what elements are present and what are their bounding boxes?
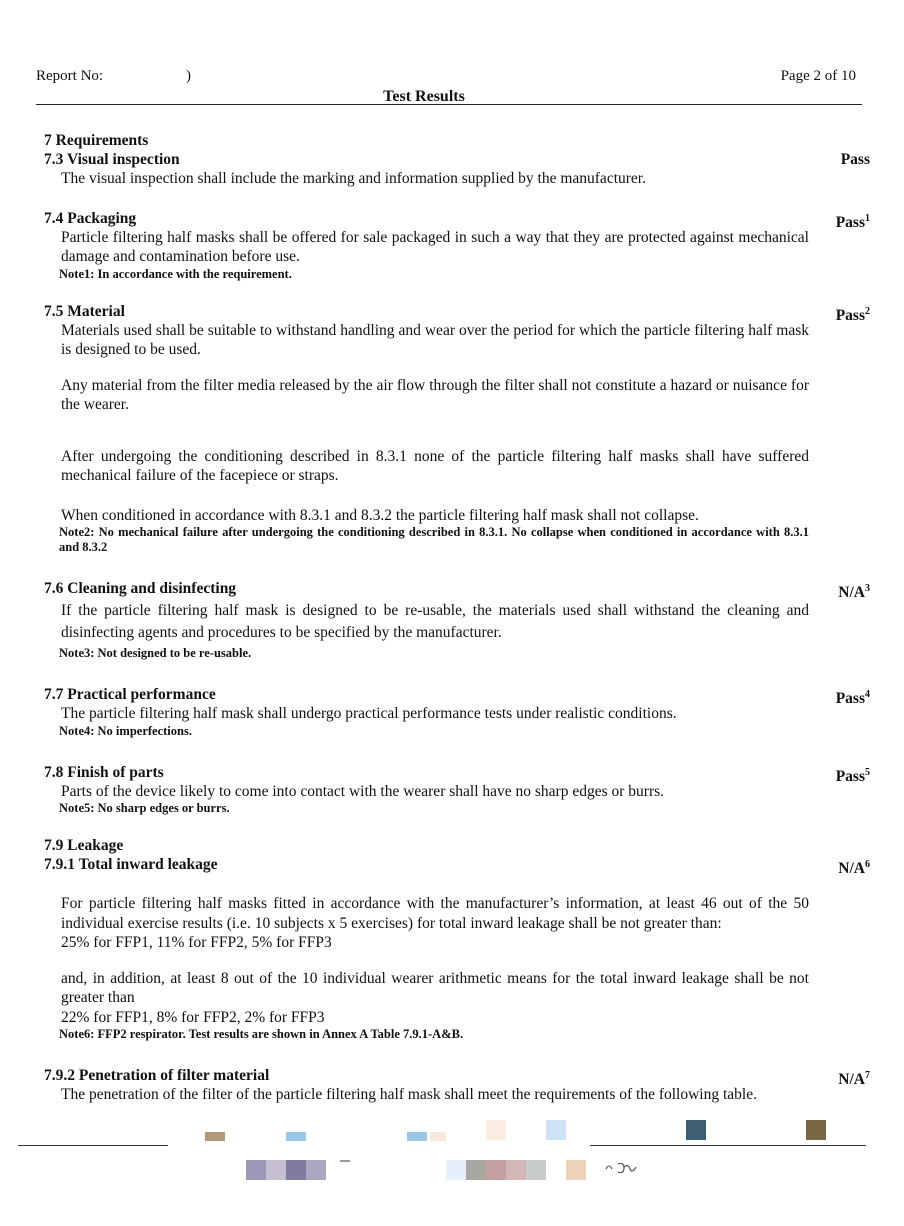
requirement-text: and, in addition, at least 8 out of the 10 individual wearer arithmetic means for the total inward leakage shall be not greater than xyxy=(61,969,809,1006)
note-ref: 4 xyxy=(865,689,870,700)
redaction-block xyxy=(546,1120,566,1140)
note-ref: 7 xyxy=(865,1070,870,1081)
redaction-block xyxy=(486,1120,506,1140)
section-7-6 xyxy=(44,579,870,661)
result-badge: $N/A^6$ xyxy=(838,859,870,878)
requirement-text: 25% for FFP1, 11% for FFP2, 5% for FFP3 xyxy=(61,934,332,951)
redaction-block xyxy=(286,1160,306,1180)
page-number: Page 2 of 10 xyxy=(780,68,856,84)
result-badge: Pass$^5$ xyxy=(835,766,870,785)
section-heading: 7 Requirements xyxy=(44,132,149,149)
report-no-value: ) xyxy=(186,68,191,84)
note-text: Note6: FFP2 respirator. Test results are shown in Annex A Table 7.9.1-A&B. xyxy=(59,1027,464,1041)
section-heading: 7.4 Packaging xyxy=(44,209,137,227)
requirement-text: 22% for FFP1, 8% for FFP2, 2% for FFP3 xyxy=(61,1008,325,1026)
report-no-label: Report No: xyxy=(36,68,104,84)
redaction-block xyxy=(486,1160,506,1180)
section-heading: 7.9.1 Total inward leakage xyxy=(44,856,218,873)
requirement-text: The penetration of the filter of the particle filtering half mask shall meet the requirements of the following table. xyxy=(61,1086,757,1103)
section-7-3 xyxy=(44,150,870,189)
section-heading: 7.9.2 Penetration of filter material xyxy=(44,1067,270,1084)
note-text: Note5: No sharp edges or burrs. xyxy=(59,801,230,815)
requirement-text: When conditioned in accordance with 8.3.1 and 8.3.2 the particle filtering half mask shall not collapse. xyxy=(61,506,699,524)
note-ref: 3 xyxy=(865,583,870,594)
section-heading: 7.7 Practical performance xyxy=(44,686,216,703)
requirement-text: For particle filtering half masks fitted in accordance with the manufacturer’s information, at least 46 out of the 50 individual exercise results (i.e. 10 subjects x 5 exercises) for total inward leakage shall be not greater than: xyxy=(61,895,809,932)
note-text: Note1: In accordance with the requirement. xyxy=(59,266,292,281)
section-heading: 7.9 Leakage xyxy=(44,837,124,854)
redaction-block xyxy=(430,1132,446,1141)
result-badge: $N/A^3$ xyxy=(838,583,870,602)
section-7-9 xyxy=(44,836,870,855)
result-badge: Pass xyxy=(840,151,870,168)
note-text: Note3: Not designed to be re-usable. xyxy=(59,646,252,660)
redaction-block xyxy=(286,1132,306,1141)
redaction-block xyxy=(506,1160,526,1180)
redaction-block xyxy=(806,1120,826,1140)
requirement-text: If the particle filtering half mask is designed to be re-usable, the materials used shall withstand the cleaning and disinfecting agents and procedures to be specified by the manufacturer. xyxy=(61,602,809,641)
redaction-block xyxy=(266,1160,286,1180)
section-heading: 7.8 Finish of parts xyxy=(44,763,164,781)
section-7-7 xyxy=(44,685,870,739)
requirement-text: Parts of the device likely to come into contact with the wearer shall have no sharp edges or burrs. xyxy=(61,782,665,800)
note-ref: 6 xyxy=(865,859,870,870)
redaction-block xyxy=(205,1132,225,1141)
footer-rule-left xyxy=(18,1145,168,1146)
redaction-block xyxy=(526,1160,546,1180)
redaction-block xyxy=(340,1160,350,1162)
section-7-5 xyxy=(44,302,870,556)
header-divider xyxy=(36,104,862,105)
result-badge: Pass$^2$ xyxy=(835,305,870,324)
redaction-block xyxy=(306,1160,326,1180)
result-badge: $N/A^7$ xyxy=(838,1070,870,1089)
page-title: Test Results xyxy=(383,88,465,105)
redaction-block xyxy=(466,1160,486,1180)
signature-scribble xyxy=(604,1158,640,1176)
requirement-text: Any material from the filter media released by the air flow through the filter shall not constitute a hazard or nuisance for the wearer. xyxy=(61,376,809,413)
note-ref: 5 xyxy=(865,766,870,778)
note-text: Note2: No mechanical failure after undergoing the conditioning described in 8.3.1. No collapse when conditioned in accordance with 8.3.1 and 8.3.2 xyxy=(59,525,809,554)
redaction-block xyxy=(566,1160,586,1180)
page-header xyxy=(36,68,862,88)
redaction-block xyxy=(686,1120,706,1140)
footer-rule-right xyxy=(590,1145,866,1146)
requirement-text: Particle filtering half masks shall be offered for sale packaged in such a way that they are protected against mechanical damage and contamination before use. xyxy=(61,228,809,265)
requirement-text: The visual inspection shall include the marking and information supplied by the manufacturer. xyxy=(61,170,646,187)
redaction-block xyxy=(246,1160,266,1180)
document-body xyxy=(44,131,870,1105)
section-heading: 7.6 Cleaning and disinfecting xyxy=(44,580,237,597)
requirement-text: After undergoing the conditioning described in 8.3.1 none of the particle filtering half masks shall have suffered mechanical failure of the facepiece or straps. xyxy=(61,447,809,484)
section-7-8 xyxy=(44,763,870,817)
redaction-block xyxy=(446,1160,466,1180)
result-badge: Pass$^1$ xyxy=(835,212,870,231)
section-7-9-2 xyxy=(44,1066,870,1105)
redaction-block xyxy=(407,1132,427,1141)
note-ref: 1 xyxy=(865,212,870,224)
section-heading: 7.3 Visual inspection xyxy=(44,151,180,168)
note-ref: 2 xyxy=(865,305,870,317)
section-7-4 xyxy=(44,209,870,282)
section-heading: 7.5 Material xyxy=(44,302,125,320)
section-7-9-1 xyxy=(44,855,870,1042)
note-text: Note4: No imperfections. xyxy=(59,723,192,738)
result-badge: Pass$^4$ xyxy=(835,689,870,708)
requirement-text: Materials used shall be suitable to withstand handling and wear over the period for which the particle filtering half mask is designed to be used. xyxy=(61,321,809,358)
requirement-text: The particle filtering half mask shall undergo practical performance tests under realistic conditions. xyxy=(61,705,677,722)
section-7 xyxy=(44,131,870,150)
